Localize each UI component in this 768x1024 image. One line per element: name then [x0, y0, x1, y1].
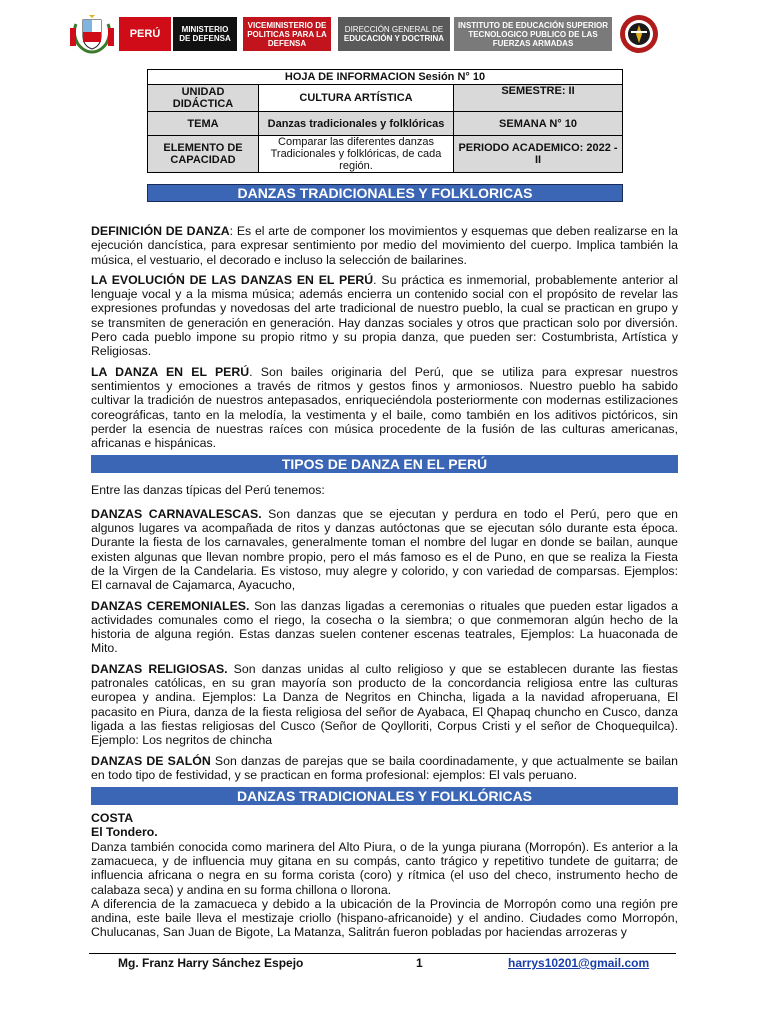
direccion-small: DIRECCIÓN GENERAL DE	[344, 25, 444, 34]
term-salon: DANZAS DE SALÓN	[91, 753, 211, 768]
section-tradicionales: DANZAS TRADICIONALES Y FOLKLÓRICAS	[91, 787, 678, 805]
semestre-label: SEMESTRE: II	[454, 85, 623, 112]
unidad-value: CULTURA ARTÍSTICA	[259, 85, 454, 112]
session-info-table	[147, 69, 623, 173]
ministerio-label: MINISTERIO DE DEFENSA	[171, 17, 237, 51]
footer-page-number: 1	[416, 956, 423, 970]
heading-costa: COSTA	[91, 811, 134, 826]
institute-logo-icon	[619, 14, 659, 54]
instituto-label: INSTITUTO DE EDUCACIÓN SUPERIOR TECNOLOGICO PUBLICO DE LAS FUERZAS ARMADAS	[454, 17, 612, 51]
page-header	[70, 14, 660, 54]
text-evolucion: . Su práctica es inmemorial, probablemente anterior al lenguaje vocal y a la misma música; además encierra un contenido social con el propósito de revelar las expresiones profundas y novedosas del arte tradicional de nuestro pueblo, la cual se practican en grupo y se transmiten de generación en generación. Hay danzas sociales y otros que practican solo por diversión. Pero cada pueblo impone su propio ritmo y su propia danza, que pueden ser: Costumbrista, Artística y Religiosas.	[91, 272, 678, 359]
footer-divider	[89, 953, 676, 954]
text-carnavalescas: Son danzas que se ejecutan y perdura en todo el Perú, pero que en algunos lugares va acompañada de ritos y danzas autóctonas que se ejecutan sólo durante esta época. Durante la fiesta de los carnavales, generalmente toman el nombre del lugar en donde se bailan, aunque existen algunas que llevan nombre propio, pero el más famoso es el de Puno, en que se realiza la Fiesta de la Virgen de la Candelaria. Es vistoso, muy alegre y colorido, y con variedad de comparsas. Ejemplos: El carnaval de Cajamarca, Ayacucho,	[91, 506, 678, 593]
session-title: HOJA DE INFORMACION Sesión N° 10	[148, 70, 623, 85]
text-salon: Son danzas de parejas que se baila coordinadamente, y que actualmente se bailan en todo tipo de festividad, y se practican en forma profesional: ejemplos: El vals peruano.	[91, 753, 678, 782]
paragraph-carnavalescas	[91, 507, 678, 593]
paragraph-definicion	[91, 224, 678, 267]
text-ceremoniales: Son las danzas ligadas a ceremonias o rituales que pueden estar ligados a actividades comunales como el riego, la cosecha o la siembra; o que conmemoran algún hecho de la historia de alguna región. Estas danzas suelen contener escenas teatrales, Ejemplos: La huaconada de Mito.	[91, 598, 678, 656]
term-religiosas: DANZAS RELIGIOSAS.	[91, 661, 228, 676]
text-definicion: : Es el arte de componer los movimientos y esquemas que deben realizarse en la ejecución dancística, para expresar sentimiento por medio del movimiento del cuerpo. Implica también la música, el vestuario, el decorado e incluso la selección de bailarines.	[91, 224, 678, 267]
term-carnavalescas: DANZAS CARNAVALESCAS.	[91, 506, 262, 521]
elemento-value: Comparar las diferentes danzas Tradicionales y folklóricas, de cada región.	[259, 136, 454, 173]
heading-tondero: El Tondero.	[91, 825, 158, 840]
paragraph-religiosas	[91, 662, 678, 748]
term-danza-peru: LA DANZA EN EL PERÚ	[91, 364, 250, 379]
paragraph-tondero-2: A diferencia de la zamacueca y debido a la ubicación de la Provincia de Morropón como una región pre andina, este baile lleva el mestizaje criollo (hispano-africanoide) y el andino. Ciudades como Morropón, Chulucanas, San Juan de Bigote, La Matanza, Salitrán fueron pobladas por haciendas arrozeras y	[91, 896, 678, 940]
direccion-label	[338, 17, 450, 51]
peru-coat-of-arms-icon	[70, 14, 114, 54]
tema-label: TEMA	[148, 112, 259, 136]
paragraph-ceremoniales	[91, 599, 678, 656]
term-definicion: DEFINICIÓN DE DANZA	[91, 224, 230, 238]
paragraph-evolucion	[91, 273, 678, 359]
term-evolucion: LA EVOLUCIÓN DE LAS DANZAS EN EL PERÚ	[91, 272, 374, 287]
periodo-label: PERIODO ACADEMICO: 2022 - II	[454, 136, 623, 173]
viceministerio-label: VICEMINISTERIO DE POLITICAS PARA LA DEFENSA	[243, 17, 331, 51]
paragraph-salon	[91, 754, 678, 783]
footer-author: Mg. Franz Harry Sánchez Espejo	[118, 956, 304, 970]
unidad-label: UNIDAD DIDÁCTICA	[148, 85, 259, 112]
text-religiosas: Son danzas unidas al culto religioso y que se establecen durante las fiestas patronales católicas, en su gran mayoría son producto de la concordancia religiosa entre las culturas europea y andina. Ejemplos: La Danza de Negritos en Chincha, ligada a la navidad afroperuana, El pacasito en Piura, danza de la fiesta religiosa del señor de Ayabaca, El Qhapaq chuncho en Cusco, danza ligada a las fiestas religiosas del Cusco (Señor de Qoylloriti, Corpus Cristi y el señor de Choquequilca). Ejemplo: Los negritos de chincha	[91, 661, 678, 748]
section-tipos-danza: TIPOS DE DANZA EN EL PERÚ	[91, 455, 678, 473]
direccion-bold: EDUCACIÓN Y DOCTRINA	[343, 34, 445, 43]
peru-label: PERÚ	[119, 17, 171, 51]
paragraph-danza-peru	[91, 365, 678, 451]
title-bar: DANZAS TRADICIONALES Y FOLKLORICAS	[147, 184, 623, 202]
elemento-label: ELEMENTO DE CAPACIDAD	[148, 136, 259, 173]
paragraph-tondero-1: Danza también conocida como marinera del Alto Piura, o de la yunga piurana (Morropón). Es anterior a la zamacueca, y de influencia muy gitana en su compás, canto trágico y repetitivo tundete de guitarra; de influencia africana o negra en su forma corista (coro) y rítmica (el uso del checo, instrumento hecho de calabaza seca) y andina en su forma chillona o llorona.	[91, 839, 678, 897]
text-danza-peru: . Son bailes originaria del Perú, que se utiliza para expresar nuestros sentimientos y emociones a través de ritmos y gestos finos y armoniosos. Nuestro pueblo ha sabido cultivar la tradición de nuestros antepasados, enriqueciéndola posteriormente con modernas estilizaciones coreográficas, tanto en la melodía, la vestimenta y el baile, como también en los aditivos pictóricos, sin perder la esencia de nuestras raíces con música procedente de la fusión de las culturas americanas, africanas e hispánicas.	[91, 364, 678, 451]
semana-label: SEMANA N° 10	[454, 112, 623, 136]
term-ceremoniales: DANZAS CEREMONIALES.	[91, 598, 250, 613]
document-body	[91, 224, 678, 940]
footer-email-link[interactable]: harrys10201@gmail.com	[508, 956, 650, 970]
paragraph-intro-tipos: Entre las danzas típicas del Perú tenemos:	[91, 483, 325, 498]
tema-value: Danzas tradicionales y folklóricas	[259, 112, 454, 136]
